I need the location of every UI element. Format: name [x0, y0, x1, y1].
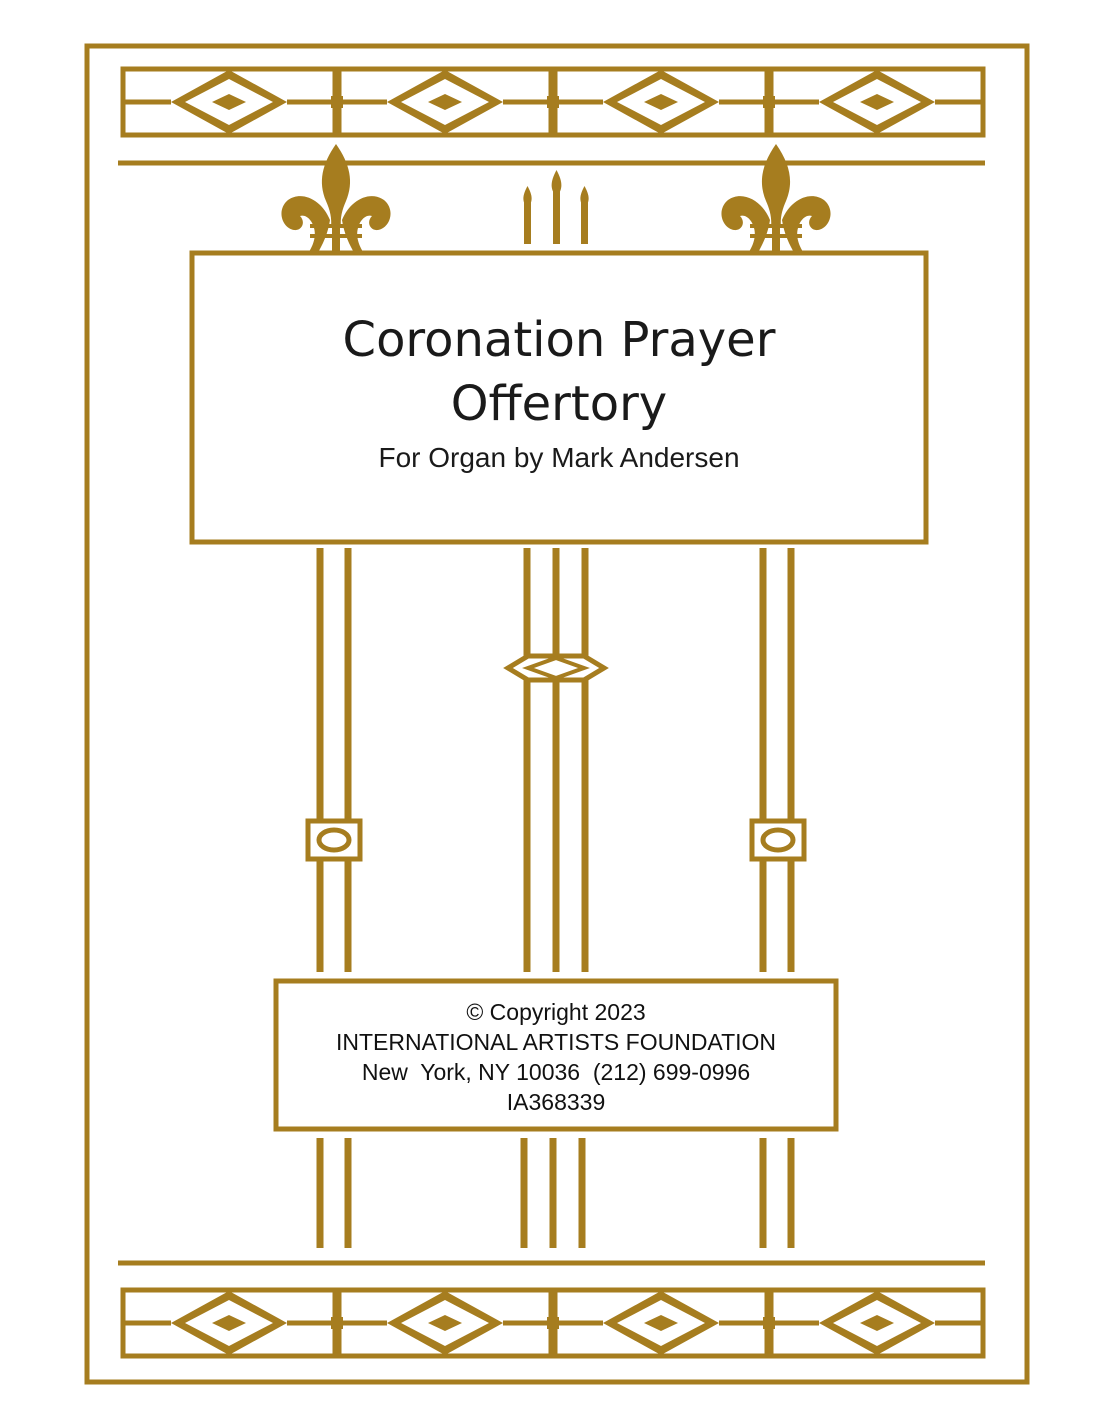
- right-oval-clip: [752, 821, 804, 859]
- center-lozenge-ornament: [508, 656, 604, 680]
- lower-pillar-stubs: [320, 1138, 791, 1248]
- top-diamond-band: [123, 69, 983, 135]
- copyright-line: © Copyright 2023: [466, 999, 646, 1025]
- title-line-2: Offertory: [450, 376, 668, 432]
- title-block: [192, 252, 926, 542]
- subtitle: For Organ by Mark Andersen: [378, 442, 740, 473]
- publisher-address: New York, NY 10036 (212) 699-0996: [361, 1059, 751, 1085]
- left-pillar: [320, 548, 348, 972]
- title-line-1: Coronation Prayer: [342, 312, 776, 368]
- center-pillar: [527, 548, 585, 972]
- copyright-block: [276, 981, 836, 1129]
- catalog-number: IA368339: [506, 1089, 606, 1115]
- left-oval-clip: [308, 821, 360, 859]
- spear-trident-icon: [523, 170, 588, 244]
- right-pillar: [763, 548, 791, 972]
- bottom-diamond-band: [123, 1290, 983, 1356]
- publisher-name: INTERNATIONAL ARTISTS FOUNDATION: [335, 1029, 777, 1055]
